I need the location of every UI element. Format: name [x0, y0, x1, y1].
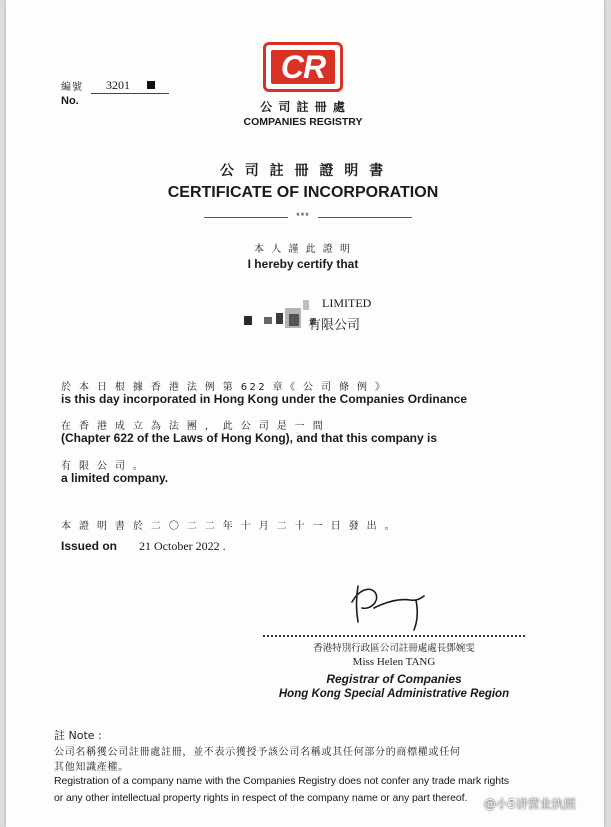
- body-line2-en: (Chapter 622 of the Laws of Hong Kong), and that this company is: [61, 431, 438, 445]
- signatory-name-en: Miss Helen TANG: [352, 656, 436, 668]
- serial-underline: [91, 93, 169, 94]
- issued-label-en: Issued on: [61, 539, 118, 553]
- company-name-zh-suffix: 有限公司: [308, 318, 361, 333]
- companies-registry-logo: [263, 42, 343, 92]
- certificate-page: [6, 0, 604, 827]
- signatory-title-zh: 香港特別行政區公司註冊處處長鄧婉雯: [313, 643, 475, 654]
- certify-zh: 本 人 謹 此 證 明: [254, 244, 352, 255]
- note-zh-line2: 其他知識產權。: [54, 762, 129, 773]
- certify-en: I hereby certify that: [247, 257, 359, 271]
- serial-label-zh: 編號: [61, 82, 83, 93]
- body-line2-zh: 在 香 港 成 立 為 法 團 ， 此 公 司 是 一 間: [61, 421, 326, 432]
- issued-zh: 本 證 明 書 於 二 〇 二 二 年 十 月 二 十 一 日 發 出 。: [61, 521, 398, 532]
- registry-name-zh: 公 司 註 冊 處: [260, 100, 346, 114]
- note-en-line2: or any other intellectual property rights in respect of the company name or any part thereof.: [54, 792, 468, 804]
- company-name-en-suffix: LIMITED: [322, 296, 372, 310]
- title-rule-right: [318, 217, 412, 218]
- signature-line: [263, 635, 525, 637]
- note-en-line1: Registration of a company name with the Companies Registry does not confer any trade mark rights: [54, 775, 509, 787]
- note-label: 註 Note :: [54, 729, 102, 742]
- signatory-role-line2: Hong Kong Special Administrative Region: [278, 688, 510, 700]
- body-line1-en: is this day incorporated in Hong Kong under the Companies Ordinance: [61, 392, 468, 406]
- title-stars: ***: [296, 211, 310, 221]
- signature-mark: [346, 578, 436, 633]
- title-rule-left: [204, 217, 288, 218]
- body-line3-zh: 有 限 公 司 。: [61, 461, 146, 472]
- note-zh-line1: 公司名稱獲公司註冊處註冊，並不表示獲授予該公司名稱或其任何部分的商標權或任何: [54, 747, 461, 758]
- serial-number: 3201: [106, 78, 130, 92]
- title-en: CERTIFICATE OF INCORPORATION: [167, 184, 439, 201]
- logo-text: CR: [271, 50, 335, 84]
- issued-date-en: 21 October 2022 .: [139, 539, 226, 553]
- signatory-role-line1: Registrar of Companies: [326, 672, 462, 686]
- redacted-mark: [147, 81, 155, 89]
- body-line1-zh: 於 本 日 根 據 香 港 法 例 第 622 章《 公 司 條 例 》: [61, 382, 388, 393]
- registry-name-en: COMPANIES REGISTRY: [243, 116, 363, 128]
- watermark-text: @小5讲营业执照: [484, 797, 576, 811]
- serial-label-en: No.: [61, 95, 79, 107]
- title-zh: 公 司 註 冊 證 明 書: [219, 163, 387, 179]
- body-line3-en: a limited company.: [61, 471, 169, 485]
